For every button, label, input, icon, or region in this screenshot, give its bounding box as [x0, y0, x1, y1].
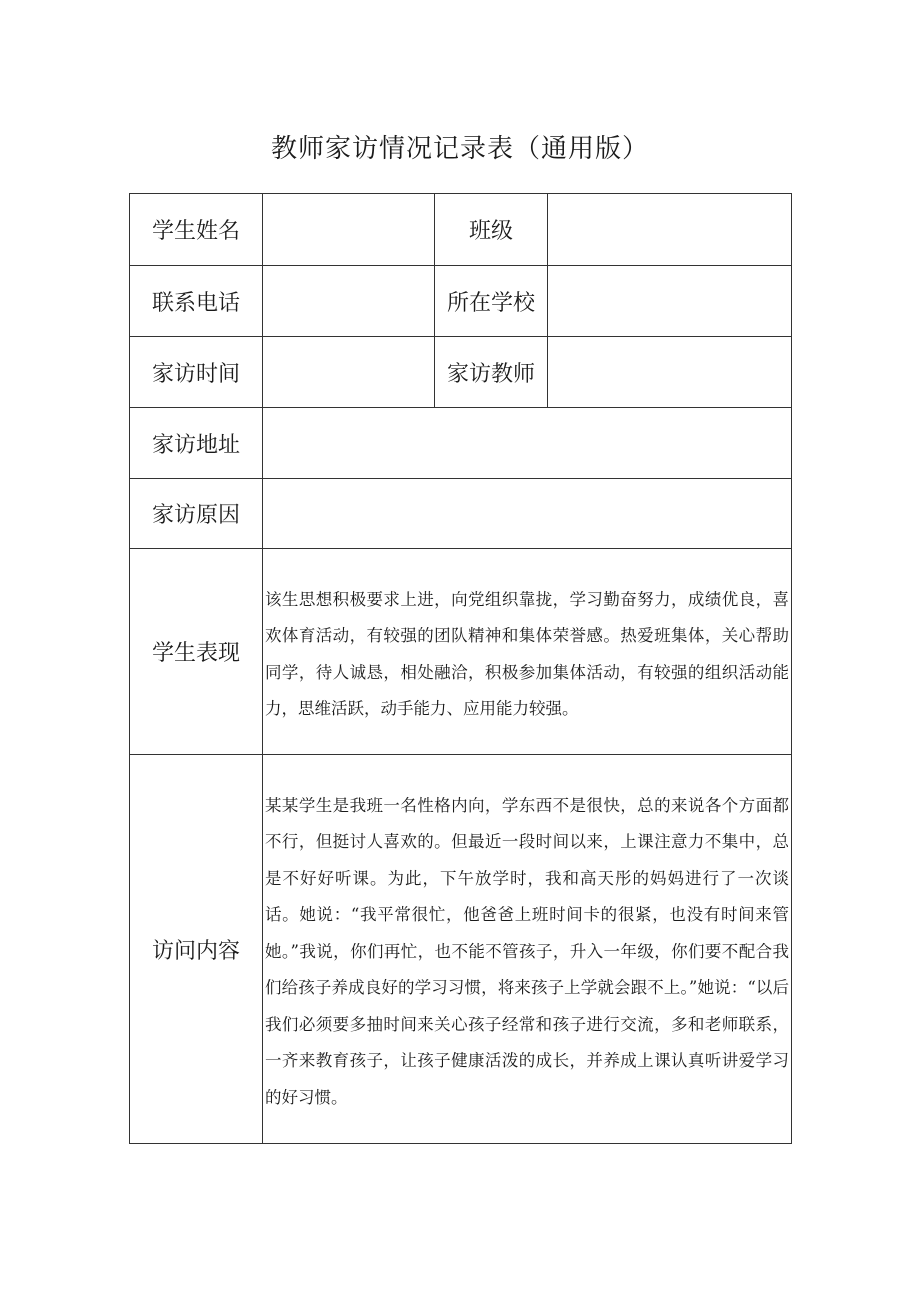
- phone-label: 联系电话: [130, 266, 263, 337]
- home-visit-record-table: [129, 193, 792, 1144]
- student-name-label: 学生姓名: [130, 194, 263, 266]
- visit-time-label: 家访时间: [130, 337, 263, 408]
- visit-content-label: 访问内容: [130, 755, 263, 1144]
- visit-address-label: 家访地址: [130, 408, 263, 479]
- table-row: [130, 755, 792, 1144]
- table-row: [130, 266, 792, 337]
- school-label: 所在学校: [435, 266, 548, 337]
- visit-teacher-label: 家访教师: [435, 337, 548, 408]
- student-name-field[interactable]: [263, 194, 435, 266]
- phone-field[interactable]: [263, 266, 435, 337]
- student-performance-label: 学生表现: [130, 549, 263, 755]
- page-title: 教师家访情况记录表（通用版）: [270, 134, 649, 164]
- table-row: [130, 479, 792, 549]
- visit-reason-label: 家访原因: [130, 479, 263, 549]
- student-performance-text: 该生思想积极要求上进，向党组织靠拢，学习勤奋努力，成绩优良，喜欢体育活动，有较强的团队精神和集体荣誉感。热爱班集体，关心帮助同学，待人诚恳，相处融洽，积极参加集体活动，有较强的组织活动能力，思维活跃，动手能力、应用能力较强。: [265, 589, 789, 718]
- table-row: [130, 408, 792, 479]
- school-field[interactable]: [548, 266, 792, 337]
- visit-teacher-field[interactable]: [548, 337, 792, 408]
- table-row: [130, 337, 792, 408]
- visit-content-cell[interactable]: [263, 755, 792, 1144]
- visit-time-field[interactable]: [263, 337, 435, 408]
- class-label: 班级: [435, 194, 548, 266]
- visit-content-text: 某某学生是我班一名性格内向，学东西不是很快，总的来说各个方面都不行，但挺讨人喜欢的。但最近一段时间以来，上课注意力不集中，总是不好好听课。为此，下午放学时，我和高天彤的妈妈进行了一次谈话。她说：“我平常很忙，他爸爸上班时间卡的很紧，也没有时间来管她。”我说，你们再忙，也不能不管孩子，升入一年级，你们要不配合我们给孩子养成良好的学习习惯，将来孩子上学就会跟不上。”她说：“以后我们必须要多抽时间来关心孩子经常和孩子进行交流，多和老师联系，一齐来教育孩子，让孩子健康活泼的成长，并养成上课认真听讲爱学习的好习惯。: [265, 795, 789, 1107]
- student-performance-cell[interactable]: [263, 549, 792, 755]
- visit-reason-field[interactable]: [263, 479, 792, 549]
- visit-address-field[interactable]: [263, 408, 792, 479]
- table-row: [130, 194, 792, 266]
- table-row: [130, 549, 792, 755]
- class-field[interactable]: [548, 194, 792, 266]
